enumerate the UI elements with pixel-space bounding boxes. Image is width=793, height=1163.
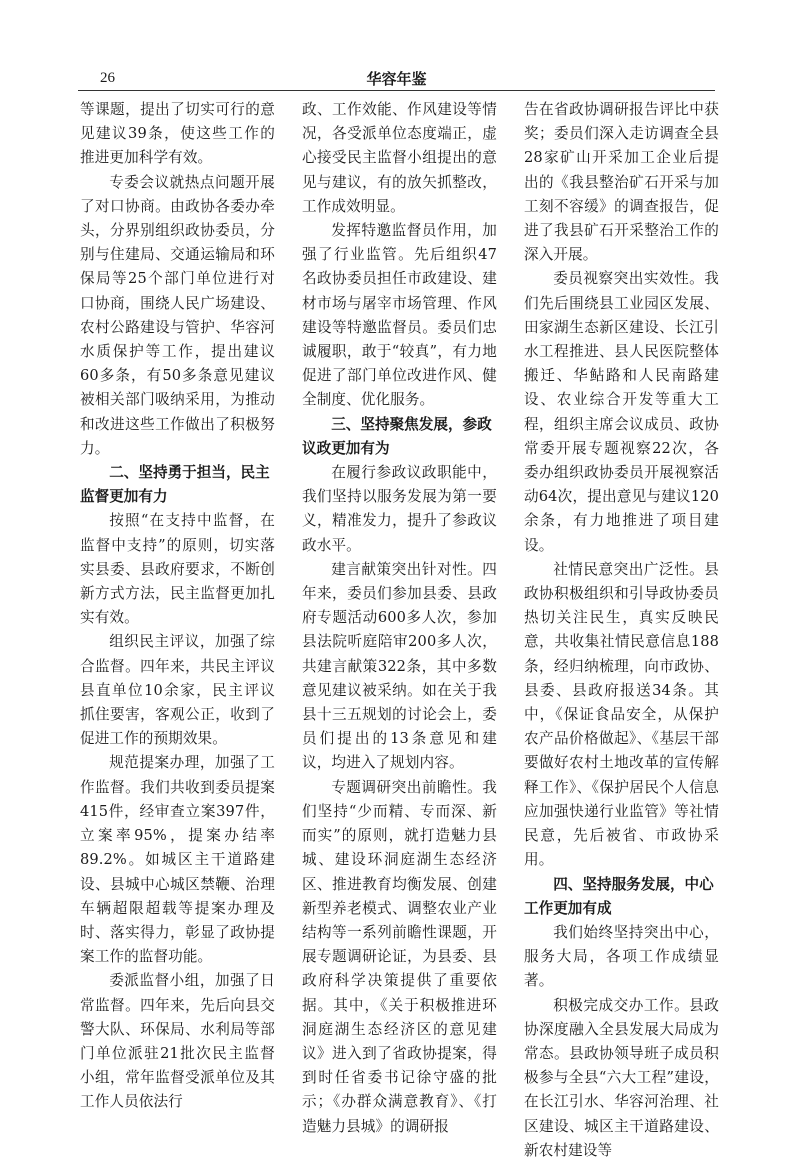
column-left bbox=[80, 98, 275, 1115]
column-middle bbox=[302, 98, 497, 1139]
header-rule bbox=[78, 90, 715, 91]
paragraph: 专委会议就热点问题开展了对口协商。由政协各委办牵头，分界别组织政协委员，分别与住建局、交通运输局和环保局等25个部门单位进行对口协商，围绕人民广场建设、农村公路建设与管护、华容河水质保护等工作，提出建议60多条，有50多条意见建议被相关部门吸纳采用，为推动和改进这些工作做出了积极努力。 bbox=[80, 173, 275, 457]
paragraph: 按照“在支持中监督，在监督中支持”的原则，切实落实县委、县政府要求，不断创新方式方法，民主监督更加扎实有效。 bbox=[80, 512, 275, 627]
page-number: 26 bbox=[100, 70, 115, 86]
section-heading: 三、坚持聚焦发展，参政议政更加有为 bbox=[302, 415, 492, 457]
paragraph: 政、工作效能、作风建设等情况，各受派单位态度端正，虚心接受民主监督小组提出的意见与建议，有的放矢抓整改，工作成效明显。 bbox=[302, 101, 497, 215]
paragraph: 委员视察突出实效性。我们先后围绕县工业园区发展、田家湖生态新区建设、长江引水工程推进、县人民医院整体搬迁、华鲇路和人民南路建设、农业综合开发等重大工程，组织主席会议成员、政协常委开展专题视察22次，各委办组织政协委员开展视察活动64次，提出意见与建议120余条，有力地推进了项目建设。 bbox=[524, 270, 719, 554]
section-heading: 四、坚持服务发展，中心工作更加有成 bbox=[524, 875, 714, 917]
paragraph: 组织民主评议，加强了综合监督。四年来，共民主评议县直单位10余家，民主评议抓住要害，客观公正，收到了促进工作的预期效果。 bbox=[80, 633, 275, 748]
book-title: 华容年鉴 bbox=[366, 70, 427, 88]
paragraph: 委派监督小组，加强了日常监督。四年来，先后向县交警大队、环保局、水利局等部门单位派驻21批次民主监督小组，常年监督受派单位及其工作人员依法行 bbox=[80, 972, 275, 1111]
paragraph: 等课题，提出了切实可行的意见建议39条，使这些工作的推进更加科学有效。 bbox=[80, 101, 275, 167]
paragraph: 社情民意突出广泛性。县政协积极组织和引导政协委员热切关注民生，真实反映民意，共收集社情民意信息188条，经归纳梳理，向市政协、县委、县政府报送34条。其中，《保证食品安全，从保护农产品价格做起》、《基层干部要做好农村土地改革的宣传解释工作》、《保护居民个人信息应加强快递行业监管》等社情民意，先后被省、市政协采用。 bbox=[524, 560, 719, 869]
column-right bbox=[524, 98, 719, 1163]
paragraph: 积极完成交办工作。县政协深度融入全县发展大局成为常态。县政协领导班子成员积极参与全县“六大工程”建设，在长江引水、华容河治理、社区建设、城区主干道路建设、新农村建设等 bbox=[524, 996, 719, 1159]
paragraph: 专题调研突出前瞻性。我们坚持“少而精、专而深、新而实”的原则，就打造魅力县城、建设环洞庭湖生态经济区、推进教育均衡发展、创建新型养老模式、调整农业产业结构等一系列前瞻性课题，开展专题调研论证，为县委、县政府科学决策提供了重要依据。其中，《关于积极推进环洞庭湖生态经济区的意见建议》进入到了省政协提案，得到时任省委书记徐守盛的批示；《办群众满意教育》、《打造魅力县城》的调研报 bbox=[302, 778, 497, 1135]
paragraph: 发挥特邀监督员作用，加强了行业监管。先后组织47名政协委员担任市政建设、建材市场与屠宰市场管理、作风建设等特邀监督员。委员们忠诚履职，敢于“较真”，有力地促进了部门单位改进作风、健全制度、优化服务。 bbox=[302, 222, 497, 409]
paragraph: 告在省政协调研报告评比中获奖；委员们深入走访调查全县28家矿山开采加工企业后提出的《我县整治矿石开采与加工刻不容缓》的调查报告，促进了我县矿石开采整治工作的深入开展。 bbox=[524, 101, 719, 264]
paragraph: 我们始终坚持突出中心，服务大局，各项工作成绩显著。 bbox=[524, 923, 719, 990]
paragraph: 在履行参政议政职能中，我们坚持以服务发展为第一要义，精准发力，提升了参政议政水平。 bbox=[302, 464, 497, 554]
section-heading: 二、坚持勇于担当，民主监督更加有力 bbox=[80, 464, 270, 506]
paragraph: 规范提案办理，加强了工作监督。我们共收到委员提案415件，经审查立案397件，立案率95%，提案办结率89.2%。如城区主干道路建设、县城中心城区禁鞭、治理车辆超限超载等提案办理及时、落实得力，彰显了政协提案工作的监督功能。 bbox=[80, 754, 275, 966]
page-header bbox=[78, 60, 715, 92]
paragraph: 建言献策突出针对性。四年来，委员们参加县委、县政府专题活动600多人次，参加县法院听庭陪审200多人次，共建言献策322条，其中多数意见建议被采纳。如在关于我县十三五规划的讨论会上，委员们提出的13条意见和建议，均进入了规划内容。 bbox=[302, 560, 497, 772]
